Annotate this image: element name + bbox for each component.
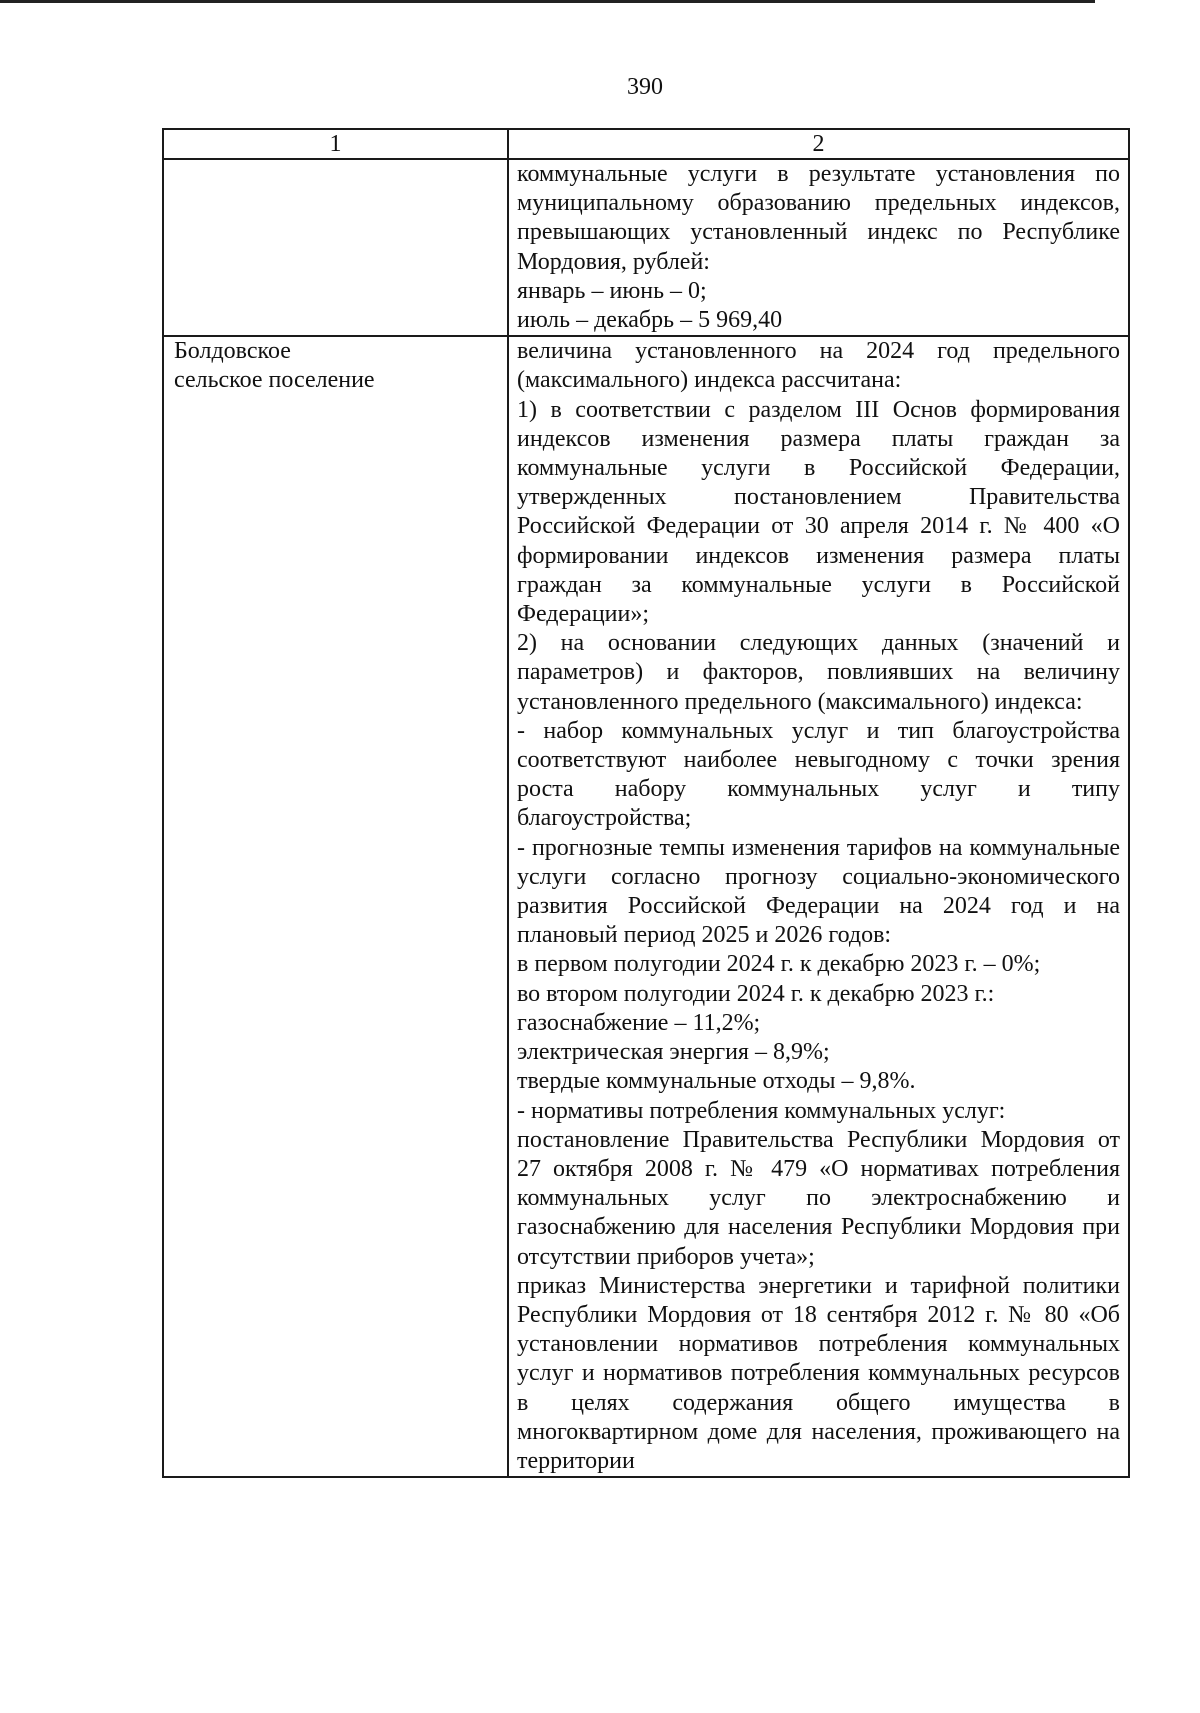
row1-col2 (508, 159, 1129, 336)
paragraph: электрическая энергия – 8,9%; (517, 1039, 830, 1066)
paragraph: - прогнозные темпы изменения тарифов на коммунальные услуги согласно прогнозу социально-экономического развития Российской Федерации на 2024 год и на плановый период 2025 и 2026 годов: (517, 834, 1120, 949)
row1-text-line: январь – июнь – 0; (517, 277, 707, 304)
paragraph: приказ Министерства энергетики и тарифной политики Республики Мордовия от 18 сентября 2012 г. № 80 «Об установлении нормативов потребления коммунальных услуг и нормативов потребления коммунальных ресурсов в целях содержания общего имущества в многоквартирном доме для населения, проживающего на территории (517, 1272, 1120, 1474)
settlement-name-line: Болдовское (174, 338, 291, 365)
row1-col1 (163, 159, 508, 336)
paragraph: величина установленного на 2024 год предельного (максимального) индекса рассчитана: (517, 338, 1120, 394)
paragraph: во втором полугодии 2024 г. к декабрю 2023 г.: (517, 980, 995, 1007)
paragraph: в первом полугодии 2024 г. к декабрю 2023 г. – 0%; (517, 951, 1041, 978)
table-header-row (163, 129, 1129, 159)
header-col-1: 1 (163, 129, 508, 159)
document-table (162, 128, 1130, 1478)
table-row (163, 159, 1129, 336)
row1-text-line: коммунальные услуги в результате установления по муниципальному образованию предельных индексов, превышающих установленный индекс по Республике Мордовия, рублей: (517, 161, 1120, 275)
settlement-name-line: сельское поселение (174, 367, 375, 394)
paragraph: 2) на основании следующих данных (значений и параметров) и факторов, повлиявших на величину установленного предельного (максимального) индекса: (517, 630, 1120, 715)
page-number: 390 (627, 74, 663, 100)
paragraph: 1) в соответствии с разделом III Основ формирования индексов изменения размера платы граждан за коммунальные услуги в Российской Федерации, утвержденных постановлением Правительства Российской Федерации от 30 апреля 2014 г. № 400 «О формировании индексов изменения размера платы граждан за коммунальные услуги в Российской Федерации»; (517, 396, 1120, 628)
paragraph: постановление Правительства Республики Мордовия от 27 октября 2008 г. № 479 «О нормативах потребления коммунальных услуг по электроснабжению и газоснабжению для населения Республики Мордовия при отсутствии приборов учета»; (517, 1126, 1120, 1270)
row1-text-line: июль – декабрь – 5 969,40 (517, 307, 783, 334)
header-col-2: 2 (508, 129, 1129, 159)
table-row (163, 336, 1129, 1477)
scan-edge-line (0, 0, 1095, 3)
row2-col1 (163, 336, 508, 1477)
paragraph: твердые коммунальные отходы – 9,8%. (517, 1068, 916, 1095)
paragraph: - набор коммунальных услуг и тип благоустройства соответствуют наиболее невыгодному с точки зрения роста набору коммунальных услуг и типу благоустройства; (517, 717, 1120, 832)
row2-col2 (508, 336, 1129, 1477)
paragraph: - нормативы потребления коммунальных услуг: (517, 1097, 1006, 1124)
paragraph: газоснабжение – 11,2%; (517, 1009, 761, 1036)
